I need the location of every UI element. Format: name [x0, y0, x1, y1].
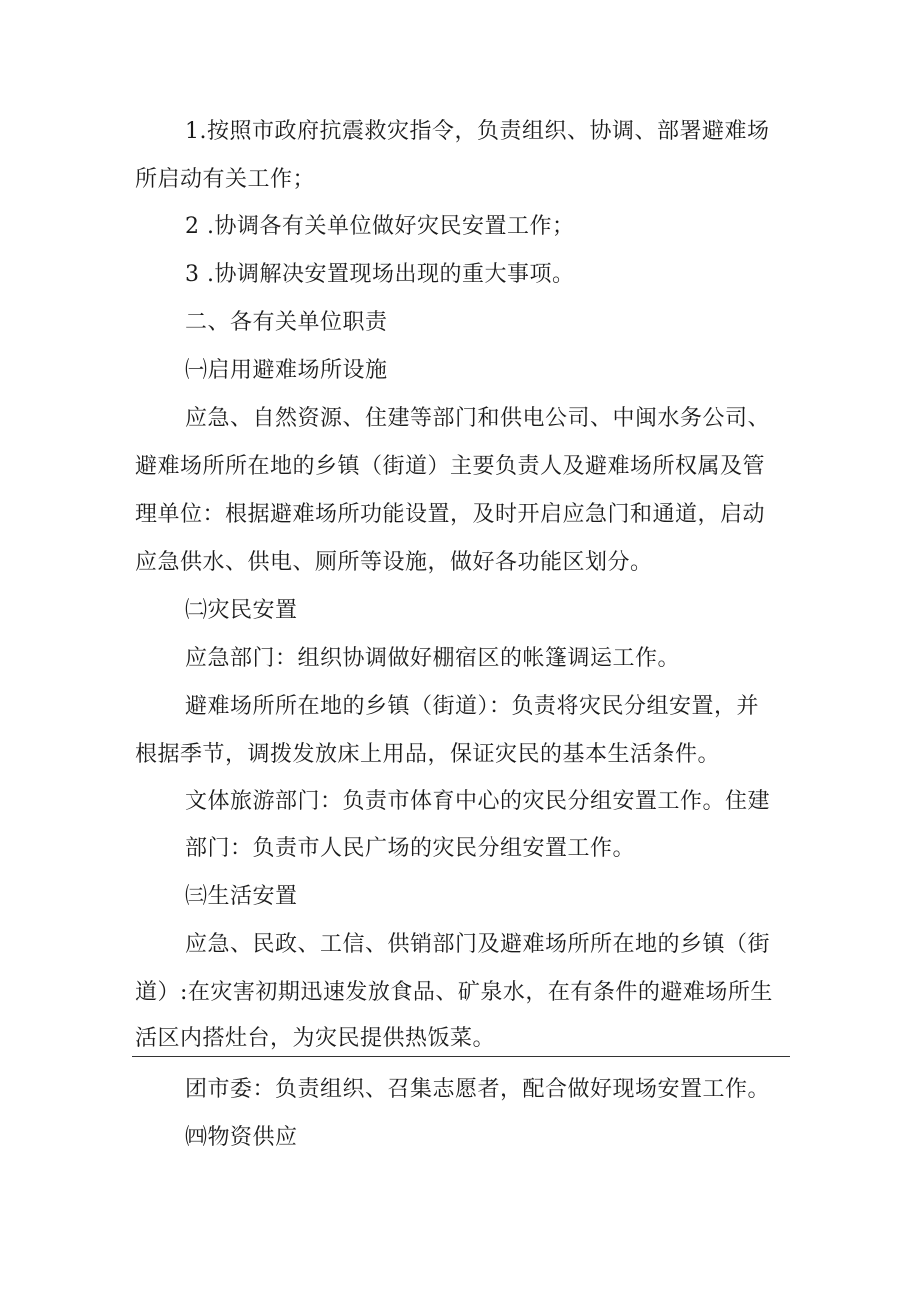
paragraph-line: 根据季节，调拨发放床上用品，保证灾民的基本生活条件。	[135, 742, 721, 767]
section-heading: 二、各有关单位职责	[185, 310, 388, 335]
paragraph-line: 避难场所所在地的乡镇（街道）：负责将灾民分组安置，并	[185, 694, 760, 719]
paragraph-line: 避难场所所在地的乡镇（街道）主要负责人及避难场所权属及管	[135, 454, 766, 479]
subsection-heading: ㈢生活安置	[185, 884, 298, 909]
paragraph-line: 理单位：根据避难场所功能设置，及时开启应急门和通道，启动	[135, 502, 766, 527]
subsection-heading: ㈣物资供应	[185, 1125, 298, 1150]
subsection-heading: ㈡灾民安置	[185, 598, 298, 623]
paragraph-line: 道）:在灾害初期迅速发放食品、矿泉水，在有条件的避难场所生	[135, 980, 773, 1005]
paragraph-line: 应急部门：组织协调做好棚宿区的帐篷调运工作。	[185, 646, 681, 671]
paragraph-line: 1.按照市政府抗震救灾指令，负责组织、协调、部署避难场	[185, 119, 770, 144]
paragraph-line: 活区内搭灶台，为灾民提供热饭菜。	[135, 1026, 496, 1051]
paragraph-line: 所启动有关工作；	[135, 167, 316, 192]
paragraph-line: 应急供水、供电、厕所等设施，做好各功能区划分。	[135, 550, 653, 575]
paragraph-line: 应急、自然资源、住建等部门和供电公司、中闽水务公司、	[185, 406, 771, 431]
paragraph-line: 部门：负责市人民广场的灾民分组安置工作。	[185, 836, 636, 861]
subsection-heading: ㈠启用避难场所设施	[185, 358, 388, 383]
paragraph-line: 2 .协调各有关单位做好灾民安置工作；	[185, 214, 575, 239]
paragraph-line: 3 .协调解决安置现场出现的重大事项。	[185, 262, 575, 287]
paragraph-line: 团市委：负责组织、召集志愿者，配合做好现场安置工作。	[185, 1077, 771, 1102]
horizontal-divider	[132, 1056, 790, 1057]
paragraph-line: 文体旅游部门：负责市体育中心的灾民分组安置工作。住建	[185, 789, 771, 814]
paragraph-line: 应急、民政、工信、供销部门及避难场所所在地的乡镇（街	[185, 932, 771, 957]
